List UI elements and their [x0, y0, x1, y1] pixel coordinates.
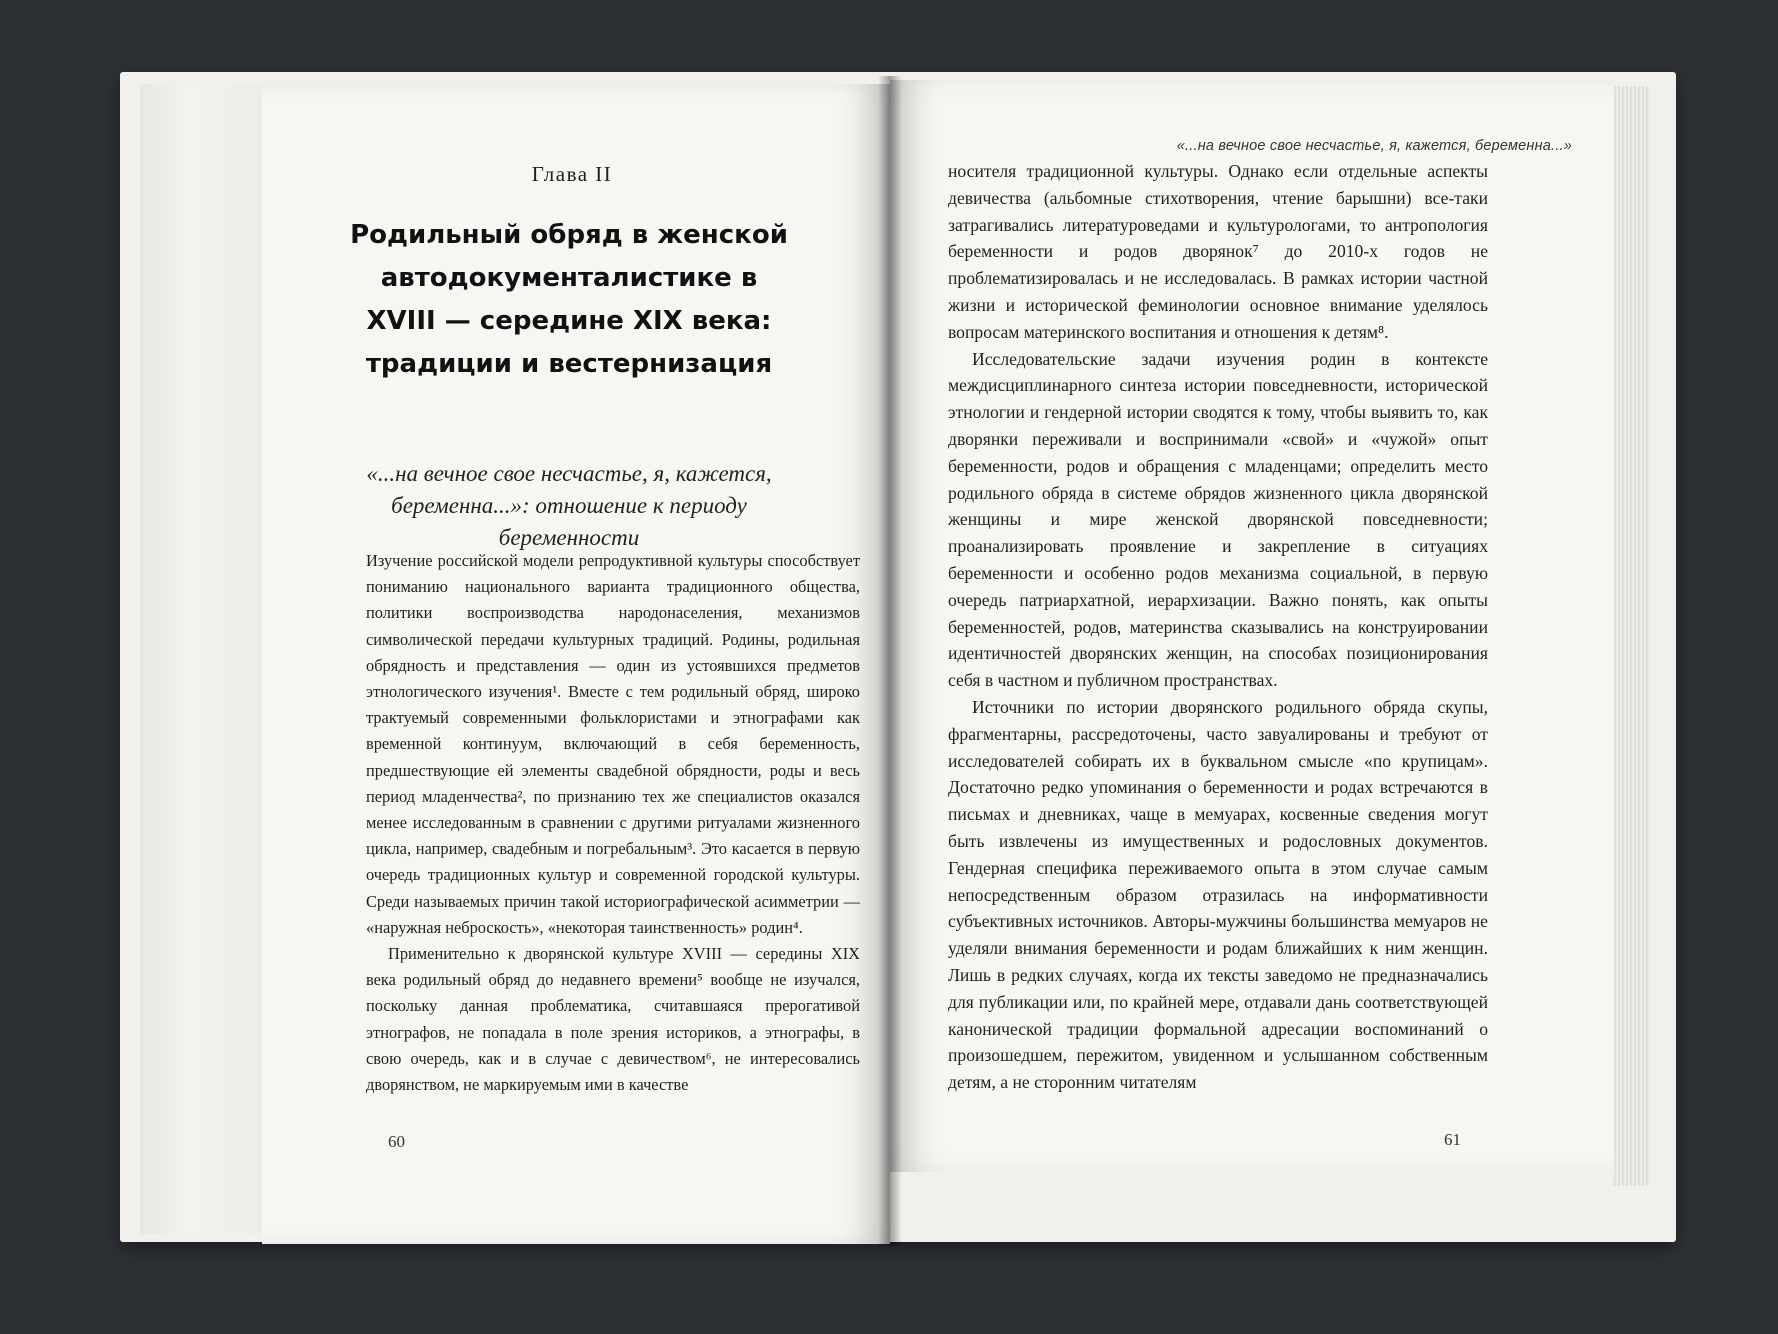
page-number-left: 60 [388, 1132, 405, 1151]
chapter-title: Родильный обряд в женской автодокументалистике в XVIII — середине XIX века: традиции и вестернизация [350, 220, 788, 379]
section-subtitle: «...на вечное свое несчастье, я, кажется, беременна...»: отношение к периоду беременности [366, 461, 772, 550]
page-edges-left [140, 84, 264, 1234]
running-head: «...на вечное свое несчастье, я, кажется, беременна...» [1176, 138, 1572, 154]
page-number-right: 61 [1444, 1130, 1461, 1149]
page-edges-right [1612, 86, 1650, 1186]
right-body-text [948, 158, 1488, 1096]
paragraph: Источники по истории дворянского родильного обряда скупы, фрагментарны, рассредоточены, часто завуалированы и требуют от исследователей собирать их в буквальном смысле «по крупицам». Достаточно редко упоминания о беременности и родах встречаются в письмах и дневниках, чаще в мемуарах, косвенные сведения могут быть извлечены из имущественных и родословных документов. Гендерная специфика переживаемого опыта в этом случае самым непосредственным образом отразилась на информативности субъективных источников. Авторы-мужчины большинства мемуаров не уделяли внимания беременности и родам ближайших к ним женщин. Лишь в редких случаях, когда их тексты заведомо не предназначались для публикации или, по крайней мере, отдавали дань соответствующей канонической традиции формальной адресации воспоминаний о произошедшем, пережитом, увиденном и услышанном собственным детям, а не сторонним читателям [948, 696, 1488, 1093]
paragraph: Применительно к дворянской культуре XVIII — середины XIX века родильный обряд до недавнего времени⁵ вообще не изучался, поскольку данная проблематика, считавшаяся прерогативой этнографов, не попадала в поле зрения историков, а этнографы, в свою очередь, как и в случае с девичеством⁶, не интересовались дворянством, не маркируемым ими в качестве [366, 944, 860, 1095]
paragraph: Исследовательские задачи изучения родин в контексте междисциплинарного синтеза истории повседневности, исторической этнологии и гендерной истории сводятся к тому, чтобы выявить то, как дворянки переживали и воспринимали «свой» и «чужой» опыт беременности, родов и обращения с младенцами; определить место родильного обряда в системе обрядов жизненного цикла дворянской женщины и мире женской дворянской повседневности; проанализировать проявление и закрепление в ситуациях беременности и особенно родов механизма социальной, в первую очередь патриархатной, иерархизации. Важно понять, как опыты беременностей, родов, материнства сказывались на конструировании идентичностей дворянских женщин, на способах позиционирования себя в частном и публичном пространствах. [948, 348, 1488, 691]
paragraph: Изучение российской модели репродуктивной культуры способствует пониманию национального варианта традиционного общества, политики воспроизводства народонаселения, механизмов символической передачи культурных традиций. Родины, родильная обрядность и представления — один из устоявшихся предметов этнологического изучения¹. Вместе с тем родильный обряд, широко трактуемый современными фольклористами и этнографами как временной континуум, включающий в себя беременность, предшествующие ей элементы свадебной обрядности, роды и весь период младенчества², по признанию тех же специалистов оказался менее исследованным в сравнении с другими ритуалами жизненного цикла, например, свадебным и погребальным³. Это касается в первую очередь традиционных культур и современной городской культуры. Среди называемых причин такой историографической асимметрии — «наружная неброскость», «некоторая таинственность» родин⁴. [366, 551, 860, 937]
chapter-label: Глава II [531, 162, 613, 186]
left-page [262, 84, 890, 1244]
paragraph: носителя традиционной культуры. Однако если отдельные аспекты девичества (альбомные стихотворения, чтение барышни) все-таки затрагивались литературоведами и культурологами, то антропология беременности и родов дворянок⁷ до 2010-х годов не проблематизировалась и не исследовалась. В рамках истории частной жизни и исторической феминологии основное внимание уделялось вопросам материнского воспитания и отношения к детям⁸. [948, 161, 1488, 342]
left-body-text [366, 548, 860, 1098]
right-page [890, 80, 1614, 1172]
book-gutter [878, 76, 902, 1246]
